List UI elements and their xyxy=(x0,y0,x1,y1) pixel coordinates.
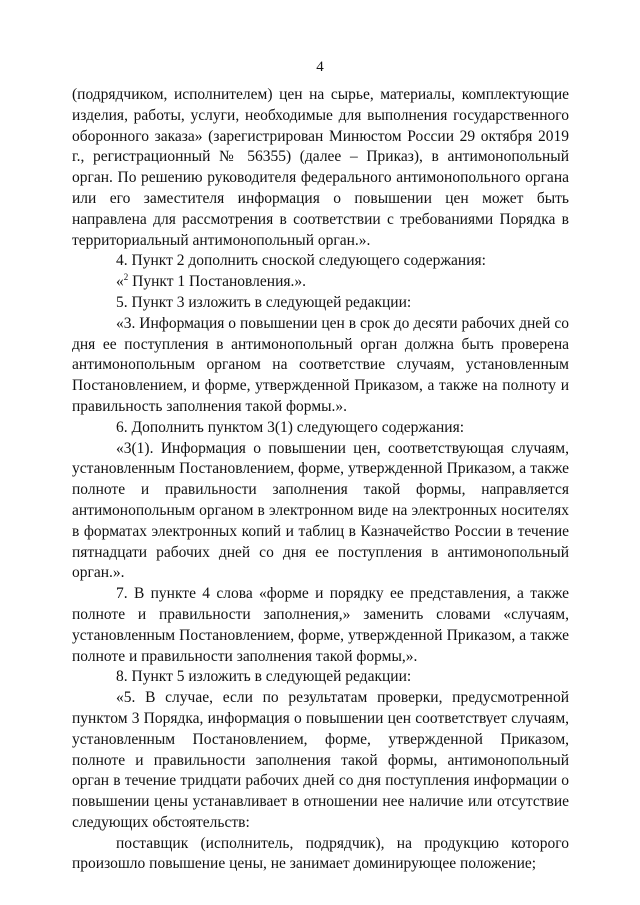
footnote-open-quote: « xyxy=(116,273,124,291)
paragraph-item-5: 5. Пункт 3 изложить в следующей редакции: xyxy=(116,293,412,311)
paragraph-circumstance: поставщик (исполнитель, подрядчик), на продукцию которого произошло повышение цены, не занимает доминирующее положение; xyxy=(72,834,569,873)
footnote-marker: 2 xyxy=(123,272,129,283)
paragraph-footnote xyxy=(72,272,569,293)
footnote-text: Пункт 1 Постановления.». xyxy=(132,273,307,291)
paragraph-clause-5: «5. В случае, если по результатам проверки, предусмотренной пунктом 3 Порядка, информация о повышении цен соответствует случаям, установленным Постановлением, форме, утвержденной Приказом, полноте и правильности заполнения такой формы, антимонопольный орган в течение тридцати рабочих дней со дня поступления информации о повышении цены устанавливает в отношении нее наличие или отсутствие следующих обстоятельств: xyxy=(72,689,569,831)
paragraph-item-6: 6. Дополнить пунктом 3(1) следующего содержания: xyxy=(116,418,465,436)
paragraph-item-7: 7. В пункте 4 слова «форме и порядку ее представления, а также полноте и правильности заполнения,» заменить словами «случаям, установленным Постановлением, форме, утвержденной Приказом, а также полноте и правильности заполнения такой формы,». xyxy=(72,585,569,665)
paragraph-item-8: 8. Пункт 5 изложить в следующей редакции: xyxy=(116,668,412,686)
paragraph-item-4: 4. Пункт 2 дополнить сноской следующего содержания: xyxy=(116,252,486,270)
paragraph-clause-3: «3. Информация о повышении цен в срок до десяти рабочих дней со дня ее поступления в антимонопольный орган должна быть проверена антимонопольным органом на соответствие случаям, установленным Постановлением, и форме, утвержденной Приказом, а также на полноту и правильность заполнения такой формы.». xyxy=(72,314,569,415)
paragraph-clause-3-1: «3(1). Информация о повышении цен, соответствующая случаям, установленным Постановлением, форме, утвержденной Приказом, а также полноте и правильности заполнения такой формы, направляется антимонопольным органом в электронном виде на электронных носителях в форматах электронных копий и таблиц в Казначейство России в течение пятнадцати рабочих дней со дня ее поступления в антимонопольный орган.». xyxy=(72,439,569,582)
paragraph-continuation: (подрядчиком, исполнителем) цен на сырье, материалы, комплектующие изделия, работы, услуги, необходимые для выполнения государственного оборонного заказа» (зарегистрирован Минюстом России 29 октября 2019 г., регистрационный № 56355) (далее – Приказ), в антимонопольный орган. По решению руководителя федерального антимонопольного органа или его заместителя информация о повышении цен может быть направлена для рассмотрения в соответствии с требованиями Порядка в территориальный антимонопольный орган.». xyxy=(72,86,569,249)
document-body xyxy=(72,85,569,875)
page-number: 4 xyxy=(316,59,324,75)
